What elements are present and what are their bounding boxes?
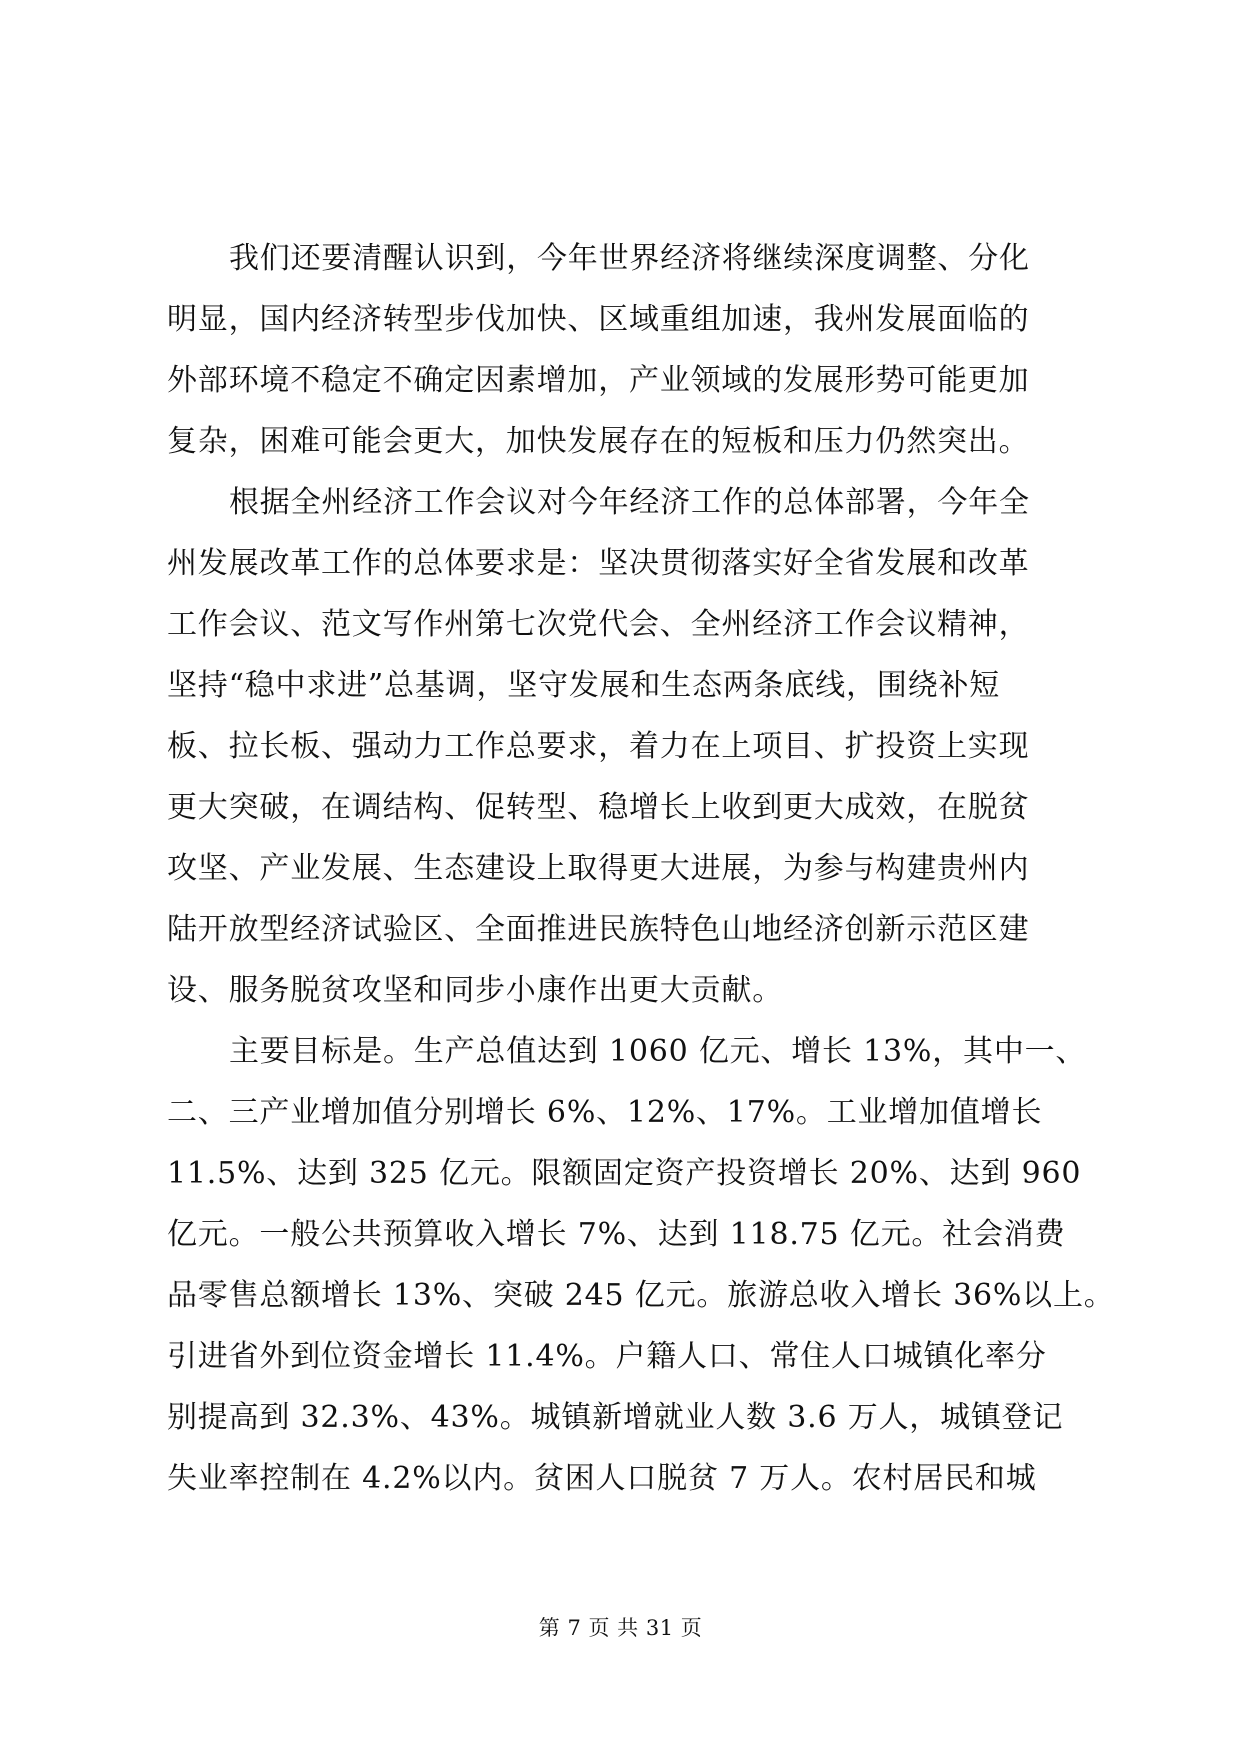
text-line: 引进省外到位资金增长 11.4%。户籍人口、常住人口城镇化率分 (167, 1339, 1047, 1374)
text-line: 我们还要清醒认识到，今年世界经济将继续深度调整、分化 (229, 241, 1030, 276)
text-line: 复杂，困难可能会更大，加快发展存在的短板和压力仍然突出。 (167, 424, 1030, 459)
text-line: 品零售总额增长 13%、突破 245 亿元。旅游总收入增长 36%以上。 (167, 1278, 1115, 1313)
text-line: 失业率控制在 4.2%以内。贫困人口脱贫 7 万人。农村居民和城 (167, 1461, 1037, 1496)
text-line: 别提高到 32.3%、43%。城镇新增就业人数 3.6 万人，城镇登记 (167, 1400, 1064, 1435)
text-line: 更大突破，在调结构、促转型、稳增长上收到更大成效，在脱贫 (167, 790, 1030, 825)
text-line: 攻坚、产业发展、生态建设上取得更大进展，为参与构建贵州内 (167, 851, 1030, 886)
text-line: 11.5%、达到 325 亿元。限额固定资产投资增长 20%、达到 960 (167, 1156, 1082, 1191)
text-line: 设、服务脱贫攻坚和同步小康作出更大贡献。 (167, 973, 783, 1008)
text-line: 坚持“稳中求进”总基调，坚守发展和生态两条底线，围绕补短 (167, 668, 1001, 703)
text-line: 板、拉长板、强动力工作总要求，着力在上项目、扩投资上实现 (167, 729, 1030, 764)
text-line: 根据全州经济工作会议对今年经济工作的总体部署，今年全 (229, 485, 1030, 520)
text-line: 州发展改革工作的总体要求是：坚决贯彻落实好全省发展和改革 (167, 546, 1030, 581)
page-number-footer: 第 7 页 共 31 页 (538, 1616, 703, 1640)
text-line: 工作会议、范文写作州第七次党代会、全州经济工作会议精神， (167, 607, 1030, 642)
text-line: 主要目标是。生产总值达到 1060 亿元、增长 13%，其中一、 (229, 1034, 1087, 1069)
text-line: 二、三产业增加值分别增长 6%、12%、17%。工业增加值增长 (167, 1095, 1043, 1130)
text-line: 亿元。一般公共预算收入增长 7%、达到 118.75 亿元。社会消费 (167, 1217, 1066, 1252)
text-line: 明显，国内经济转型步伐加快、区域重组加速，我州发展面临的 (167, 302, 1030, 337)
text-line: 陆开放型经济试验区、全面推进民族特色山地经济创新示范区建 (167, 912, 1030, 947)
body-text (167, 228, 1115, 1509)
text-line: 外部环境不稳定不确定因素增加，产业领域的发展形势可能更加 (167, 363, 1030, 398)
